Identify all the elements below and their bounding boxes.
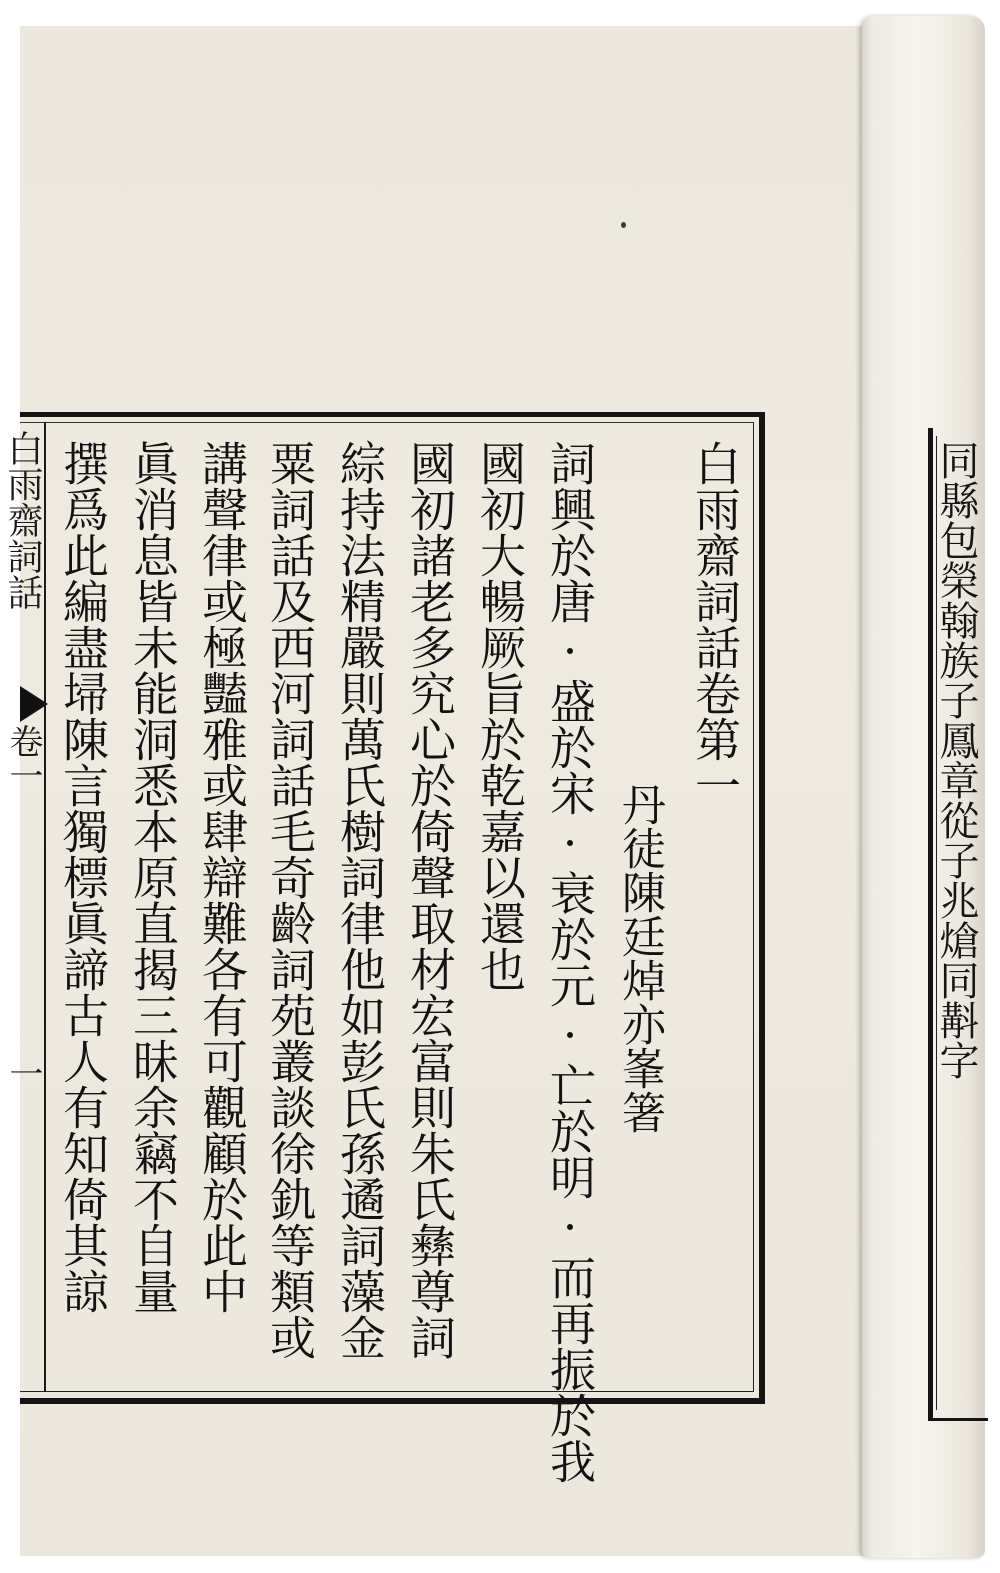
text-column-3: 國初諸老多究心於倚聲取材宏富則朱氏彝尊詞 (403, 440, 457, 1360)
banxin-juan: 卷一 (3, 724, 43, 792)
text-column-7: 眞消息皆未能洞悉本原直揭三昧余竊不自量 (126, 440, 180, 1314)
author-line: 丹徒陳廷焯亦峯箸 (614, 782, 665, 1134)
text-column-6: 講聲律或極豔雅或肆辯難各有可觀顧於此中 (195, 440, 249, 1314)
banxin-page-number: 一 (3, 1056, 43, 1090)
banxin-title: 白雨齋詞話 (2, 430, 43, 610)
chapter-title: 白雨齋詞話卷第一 (688, 440, 742, 808)
text-column-8: 撰爲此編盡埽陳言獨標眞諦古人有知倚其諒 (56, 440, 110, 1314)
text-column-2: 國初大暢厥旨於乾嘉以還也 (473, 440, 527, 992)
text-column-5: 粟詞話及西河詞話毛奇齡詞苑叢談徐釚等類或 (263, 440, 317, 1360)
ink-speck (621, 222, 626, 228)
fishtail-mark (20, 686, 48, 722)
facing-page-column: 同縣包榮翰族子鳳章從子兆熗同斠字 (933, 440, 979, 1080)
text-column-1: 詞興於唐·盛於宋·衰於元·亡於明·而再振於我 (543, 440, 597, 1484)
text-column-4: 綜持法精嚴則萬氏樹詞律他如彭氏孫遹詞藻金 (333, 440, 387, 1360)
